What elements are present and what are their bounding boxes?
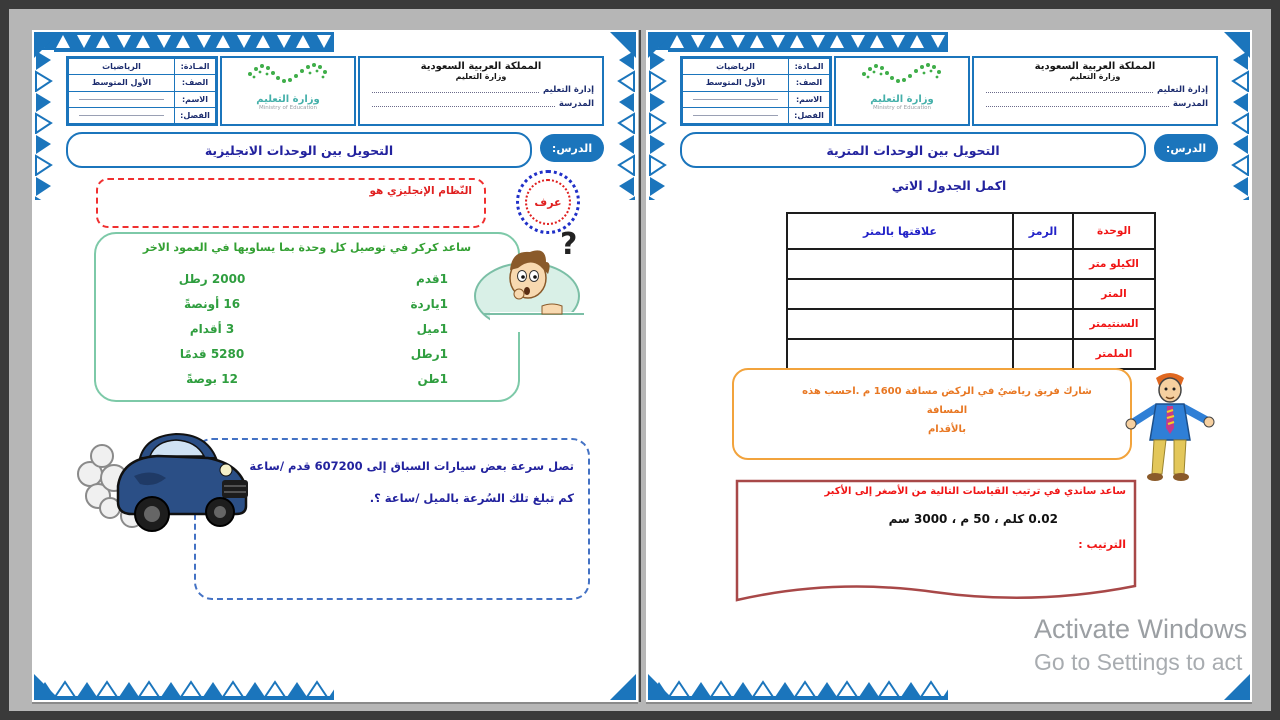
running-question-line: شارك فريق رياضيٌ في الركض مسافة 1600 م .احسب هذه المسافة [802,386,1092,416]
empty-answer-cell [787,309,1013,339]
table-instruction: اكمل الجدول الاتي [891,178,1007,193]
race-car-illustration [74,412,264,548]
value-item: 3 أقدام [189,321,235,336]
school-label: المدرسة [1172,98,1208,109]
matching-row [96,316,518,341]
zigzag-border-left [34,50,54,200]
worksheet-page-english-units [32,30,638,702]
worksheet-page-metric-units [646,30,1252,702]
name-blank [69,91,175,107]
lesson-row [680,132,1218,166]
class-blank [683,107,789,123]
ministry-logo-icon [240,60,336,94]
subject-value: الرياضيات [683,59,789,75]
lesson-title: التحويل بين الوحدات المترية [680,132,1146,168]
thinking-boy-illustration [472,228,592,332]
empty-answer-cell [787,279,1013,309]
column-header: علاقتها بالمتر [787,213,1013,249]
car-question-line: كم تبلغ تلك السُرعة بالميل /ساعة ؟. [369,490,574,505]
zigzag-border-top [34,32,334,52]
edu-admin-label: إدارة التعليم [1156,84,1208,95]
kingdom-calligraphy [360,62,602,81]
corner-ornament [1224,32,1250,58]
name-label: الاسم: [175,91,216,107]
running-question-line: بالأقدام [927,424,967,435]
define-badge [516,170,580,234]
kingdom-line: المملكة العربية السعودية [1034,61,1156,72]
definition-prompt: النّظام الإنجليزي هو [369,185,472,197]
subject-value: الرياضيات [69,59,175,75]
student-info-table [66,56,218,126]
kingdom-emblem-block [972,56,1218,126]
running-question-box [732,368,1132,460]
school-label: المدرسة [558,98,594,109]
matching-rows [96,266,518,391]
matching-row [96,266,518,291]
grade-value: الأول المتوسط [683,75,789,91]
lesson-badge: الدرس: [540,134,604,162]
empty-answer-cell [1013,309,1073,339]
column-header: الرمز [1013,213,1073,249]
corner-ornament [34,674,60,700]
unit-name: المتر [1073,279,1155,309]
ministry-logo-block [220,56,356,126]
corner-ornament [648,32,674,58]
unit-item: 1طن [417,371,448,386]
empty-answer-cell [1013,249,1073,279]
zigzag-border-top [648,32,948,52]
ordering-question-box [734,478,1138,610]
unit-name: السنتيمتر [1073,309,1155,339]
zigzag-border-bottom [34,680,334,700]
name-blank [683,91,789,107]
shrugging-man-illustration [1124,370,1216,488]
kingdom-emblem-block [358,56,604,126]
ministry-name-arabic: وزارة التعليم [870,94,934,105]
fill-in-line [372,84,539,93]
corner-ornament [610,32,636,58]
ministry-name-english: Ministry of Education [872,105,931,111]
value-item: 12 بوصةً [186,371,238,386]
ministry-logo-icon [854,60,950,94]
measurement-values: 0.02 كلم ، 50 م ، 3000 سم [888,512,1058,526]
value-item: 2000 رطل [178,271,246,286]
corner-ornament [610,674,636,700]
matching-row [96,366,518,391]
unit-item: 1ياردة [410,296,448,311]
subject-label: المـادة: [175,59,216,75]
matching-activity-box [94,232,520,402]
question-mark-icon: ? [560,228,578,262]
subject-label: المـادة: [789,59,830,75]
kingdom-line: المملكة العربية السعودية [420,61,542,72]
page-header [680,56,1218,126]
define-badge-label: عرف [525,179,571,225]
edu-admin-field [368,84,594,95]
zigzag-border-bottom [648,680,948,700]
fill-in-line [372,98,555,107]
fill-in-line [986,98,1169,107]
empty-answer-cell [1013,339,1073,369]
activate-windows-watermark [1034,614,1247,676]
zigzag-border-right [616,50,636,200]
unit-name: الملمتر [1073,339,1155,369]
ministry-logo-block [834,56,970,126]
lesson-row [66,132,604,166]
empty-answer-cell [787,339,1013,369]
corner-ornament [648,674,674,700]
definition-answer-box [96,178,486,228]
watermark-line: Activate Windows [1034,614,1248,644]
kingdom-calligraphy [974,62,1216,81]
grade-label: الصف: [789,75,830,91]
unit-name: الكيلو متر [1073,249,1155,279]
car-question-line: تصل سرعة بعض سيارات السباق إلى 607200 قدم /ساعة [249,459,574,473]
value-item: 5280 قدمًا [179,346,245,361]
class-label: الفصل: [789,107,830,123]
school-field [368,98,594,109]
edu-admin-field [982,84,1208,95]
corner-ornament [34,32,60,58]
fill-in-line [986,84,1153,93]
matching-row [96,341,518,366]
page-header [66,56,604,126]
zigzag-border-right [1230,50,1250,200]
unit-item: 1رطل [410,346,448,361]
grade-label: الصف: [175,75,216,91]
edu-admin-label: إدارة التعليم [542,84,594,95]
watermark-line: Go to Settings to act [1034,649,1243,675]
class-blank [69,107,175,123]
corner-ornament [1224,674,1250,700]
matching-instruction: ساعد كركر في توصيل كل وحدة بما يساويها في العمود الاخر [142,241,472,254]
order-answer-label: الترتيب : [1078,538,1126,551]
student-info-table [680,56,832,126]
matching-row [96,291,518,316]
empty-answer-cell [787,249,1013,279]
page-divider [639,30,641,702]
unit-item: 1ميل [416,321,448,336]
class-label: الفصل: [175,107,216,123]
unit-item: 1قدم [416,271,448,286]
kingdom-line: وزارة التعليم [455,71,507,81]
lesson-badge: الدرس: [1154,134,1218,162]
name-label: الاسم: [789,91,830,107]
ordering-question-line: ساعد ساندي في ترتيب القياسات التالية من الأصغر إلى الأكبر [824,486,1126,497]
column-header: الوحدة [1073,213,1155,249]
ministry-name-arabic: وزارة التعليم [256,94,320,105]
value-item: 16 أونصةً [184,296,241,311]
kingdom-line: وزارة التعليم [1069,71,1121,81]
school-field [982,98,1208,109]
ministry-name-english: Ministry of Education [258,105,317,111]
empty-answer-cell [1013,279,1073,309]
lesson-title: التحويل بين الوحدات الانجليزية [66,132,532,168]
zigzag-border-left [648,50,668,200]
grade-value: الأول المتوسط [69,75,175,91]
metric-units-table [786,212,1156,370]
